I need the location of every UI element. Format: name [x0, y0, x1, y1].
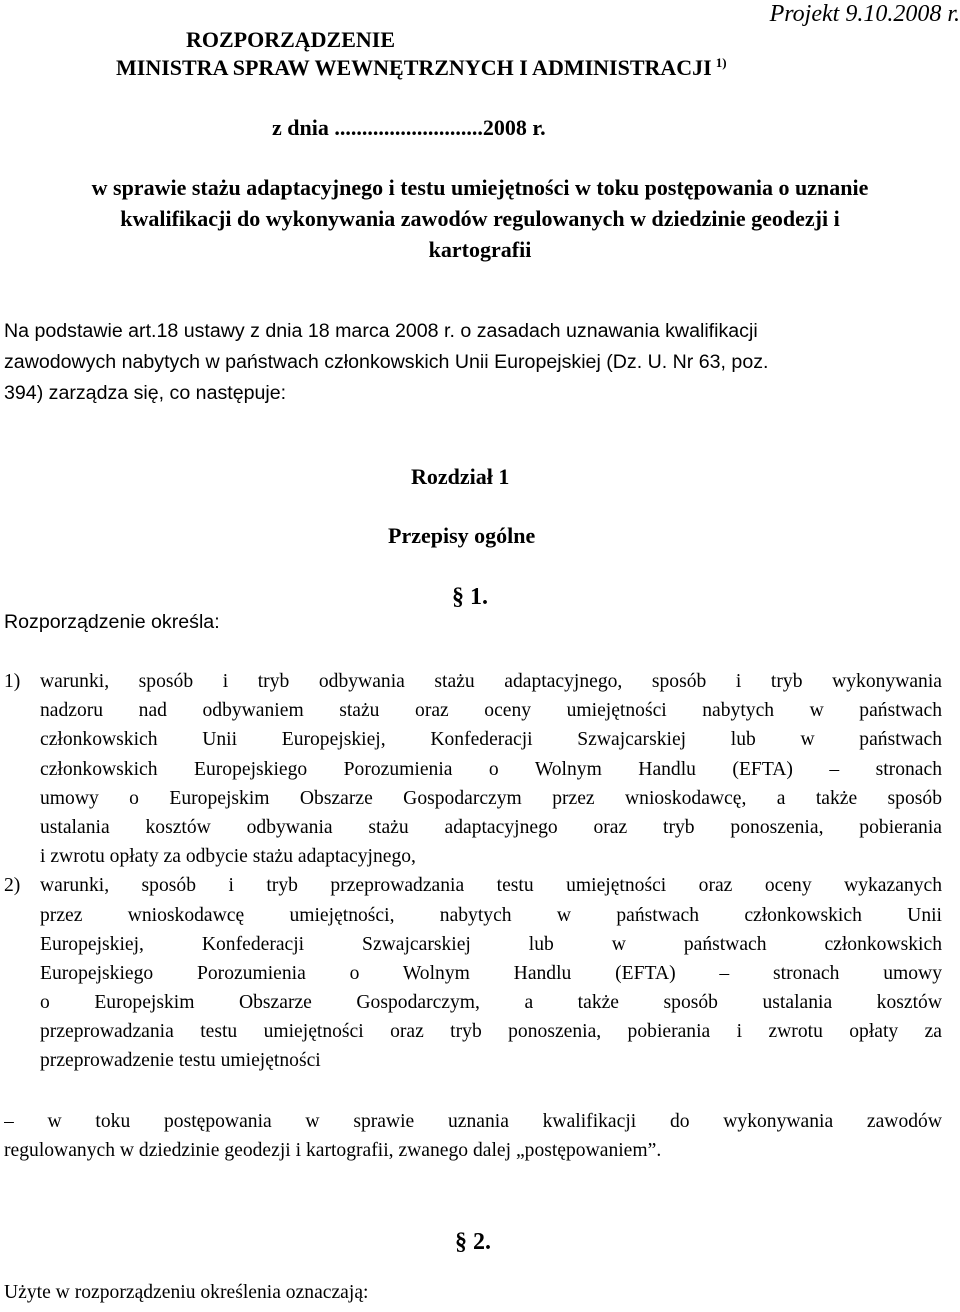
item-line: warunki, sposób i tryb przeprowadzania testu umiejętności oraz oceny wykazanych: [40, 875, 942, 897]
section-2-intro: Użyte w rozporządzeniu określenia oznaczają:: [4, 1282, 369, 1303]
item-line: nadzoru nad odbywaniem stażu oraz oceny umiejętności nabytych w państwach: [40, 700, 942, 722]
document-title: ROZPORZĄDZENIE: [186, 27, 396, 52]
legal-basis-line: Na podstawie art.18 ustawy z dnia 18 marca 2008 r. o zasadach uznawania kwalifikacji: [4, 320, 758, 342]
subject-line: kartografii: [428, 237, 532, 262]
list-item: [4, 667, 942, 871]
item-line: przez wnioskodawcę umiejętności, nabytych w państwach członkowskich Unii: [40, 904, 942, 926]
section-2-mark: § 2.: [455, 1229, 491, 1255]
legal-basis-line: zawodowych nabytych w państwach członkowskich Unii Europejskiej (Dz. U. Nr 63, poz.: [4, 351, 769, 373]
item-line: członkowskich Unii Europejskiej, Konfederacji Szwajcarskiej lub w państwach: [40, 729, 942, 751]
legal-basis: [4, 316, 944, 409]
item-number: 1): [4, 671, 21, 692]
subject-line: w sprawie stażu adaptacyjnego i testu umiejętności w toku postępowania o uznanie: [91, 175, 869, 200]
section-1-closing: [4, 1107, 942, 1165]
item-line: o Europejskim Obszarze Gospodarczym, a także sposób ustalania kosztów: [40, 992, 942, 1014]
item-line: Europejskiego Porozumienia o Wolnym Handlu (EFTA) – stronach umowy: [40, 962, 942, 984]
list-item: [4, 871, 942, 1075]
section-1-intro: Rozporządzenie określa:: [4, 611, 220, 633]
chapter-subtitle: Przepisy ogólne: [388, 523, 536, 548]
item-line: przeprowadzania testu umiejętności oraz tryb ponoszenia, pobierania i zwrotu opłaty za: [40, 1021, 942, 1043]
closing-line: – w toku postępowania w sprawie uznania kwalifikacji do wykonywania zawodów: [4, 1111, 942, 1132]
item-line: i zwrotu opłaty za odbycie stażu adaptacyjnego,: [40, 846, 416, 868]
document-date: z dnia ...........................2008 r.: [272, 115, 546, 140]
subject-line: kwalifikacji do wykonywania zawodów regulowanych w dziedzinie geodezji i: [120, 206, 840, 231]
item-line: umowy o Europejskim Obszarze Gospodarczym przez wnioskodawcę, a także sposób: [40, 787, 942, 809]
chapter-title: Rozdział 1: [411, 464, 510, 489]
item-line: przeprowadzenie testu umiejętności: [40, 1050, 321, 1072]
section-1-mark: § 1.: [452, 584, 488, 610]
item-line: Europejskiej, Konfederacji Szwajcarskiej lub w państwach członkowskich: [40, 933, 942, 955]
item-line: warunki, sposób i tryb odbywania stażu adaptacyjnego, sposób i tryb wykonywania: [40, 671, 942, 692]
item-number: 2): [4, 875, 21, 897]
closing-line: regulowanych w dziedzinie geodezji i kartografii, zwanego dalej „postępowaniem”.: [4, 1140, 662, 1162]
document-subject: [0, 172, 960, 265]
item-line: członkowskich Europejskiego Porozumienia o Wolnym Handlu (EFTA) – stronach: [40, 758, 942, 780]
issuer-name: MINISTRA SPRAW WEWNĘTRZNYCH I ADMINISTRACJI: [116, 55, 712, 80]
item-line: ustalania kosztów odbywania stażu adaptacyjnego oraz tryb ponoszenia, pobierania: [40, 816, 942, 838]
section-1-items: [4, 667, 942, 1076]
issuer-title: [116, 54, 727, 82]
legal-basis-line: 394) zarządza się, co następuje:: [4, 382, 287, 404]
footnote-mark: 1): [715, 54, 727, 70]
draft-label: Projekt 9.10.2008 r.: [769, 1, 960, 27]
